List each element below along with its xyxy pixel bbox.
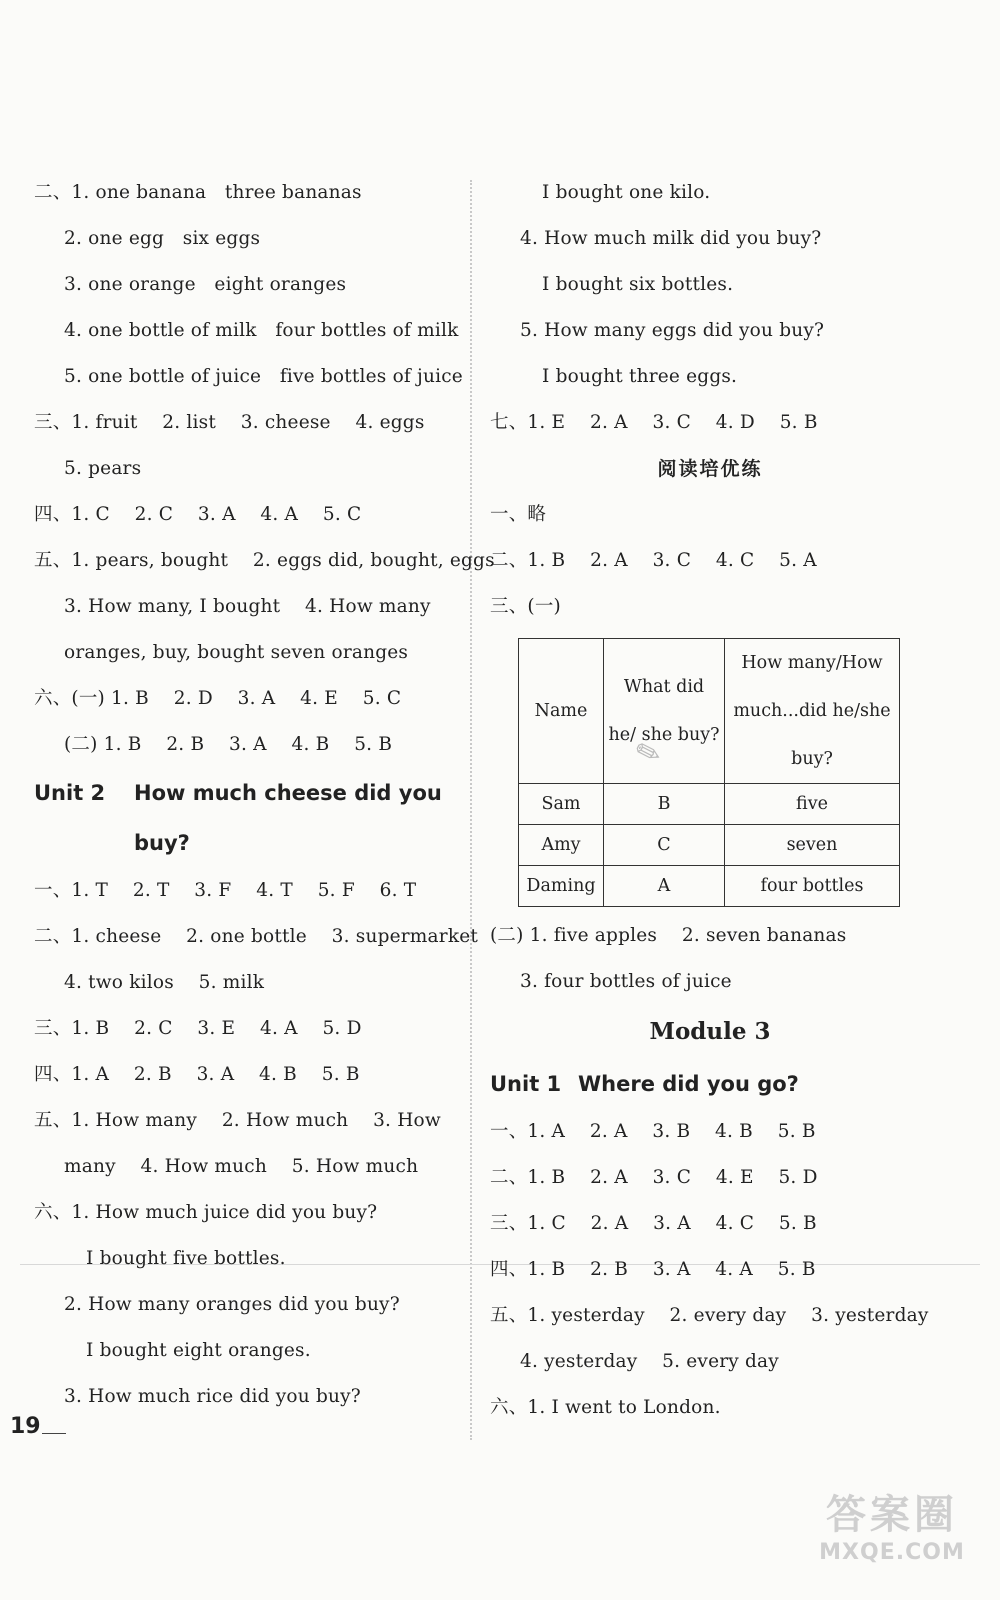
answer-line: 四、1. B 2. B 3. A 4. A 5. B xyxy=(490,1259,816,1280)
page-number-dash xyxy=(42,1433,66,1434)
answer-line: 六、1. I went to London. xyxy=(490,1397,721,1418)
page-number: 19 xyxy=(10,1414,41,1439)
answer-line: 4. one bottle of milk four bottles of milk xyxy=(64,320,459,341)
answer-line: 2. How many oranges did you buy? xyxy=(64,1294,400,1315)
answer-line: 2. one egg six eggs xyxy=(64,228,261,249)
answer-line: I bought five bottles. xyxy=(86,1248,286,1269)
right-column xyxy=(490,170,930,1431)
answer-line: (二) 1. B 2. B 3. A 4. B 5. B xyxy=(64,734,393,755)
table-cell-how: four bottles xyxy=(725,866,900,907)
unit-title-continued: buy? xyxy=(134,831,190,855)
answer-line: 七、1. E 2. A 3. C 4. D 5. B xyxy=(490,412,818,433)
table-cell-name: Daming xyxy=(519,866,604,907)
answer-line: 3. How much rice did you buy? xyxy=(64,1386,361,1407)
table-header-how: How many/How much...did he/she buy? xyxy=(725,639,900,784)
answer-line: 5. one bottle of juice five bottles of juice xyxy=(64,366,463,387)
table-cell-what: A xyxy=(604,866,725,907)
answer-line: 三、1. C 2. A 3. A 4. C 5. B xyxy=(490,1213,817,1234)
unit-title: How much cheese did you xyxy=(134,781,442,805)
answer-line: 二、1. cheese 2. one bottle 3. supermarket xyxy=(34,926,479,947)
table-cell-how: seven xyxy=(725,825,900,866)
unit-heading xyxy=(34,768,454,818)
unit-label: Unit 1 xyxy=(490,1072,562,1096)
answer-line: 二、1. B 2. A 3. C 4. E 5. D xyxy=(490,1167,818,1188)
answer-line: 一、1. T 2. T 3. F 4. T 5. F 6. T xyxy=(34,880,417,901)
watermark-domain: MXQE.COM xyxy=(819,1540,965,1565)
answer-line: 3. one orange eight oranges xyxy=(64,274,347,295)
answer-line: 三、1. fruit 2. list 3. cheese 4. eggs xyxy=(34,412,425,433)
unit-label: Unit 2 xyxy=(34,781,106,805)
table-header-name: Name xyxy=(519,639,604,784)
answer-line: 3. four bottles of juice xyxy=(520,971,732,992)
answer-line: I bought one kilo. xyxy=(542,182,711,203)
answer-line: 五、1. How many 2. How much 3. How xyxy=(34,1110,441,1131)
answer-line: 一、略 xyxy=(490,504,547,525)
answer-line: 六、(一) 1. B 2. D 3. A 4. E 5. C xyxy=(34,688,402,709)
answer-line: I bought six bottles. xyxy=(542,274,734,295)
table-cell-what: B xyxy=(604,784,725,825)
answer-line: 4. two kilos 5. milk xyxy=(64,972,265,993)
module-title: Module 3 xyxy=(649,1018,771,1045)
unit-heading xyxy=(490,1059,930,1109)
answer-table xyxy=(518,638,900,907)
table-cell-what: C xyxy=(604,825,725,866)
answer-line: 5. How many eggs did you buy? xyxy=(520,320,825,341)
answer-line: 4. yesterday 5. every day xyxy=(520,1351,779,1372)
table-row xyxy=(519,825,900,866)
answer-line: (二) 1. five apples 2. seven bananas xyxy=(490,925,847,946)
answer-line: 二、1. B 2. A 3. C 4. C 5. A xyxy=(490,550,817,571)
column-divider xyxy=(470,180,472,1440)
table-cell-name: Sam xyxy=(519,784,604,825)
answer-line: I bought three eggs. xyxy=(542,366,738,387)
answer-line: 三、1. B 2. C 3. E 4. A 5. D xyxy=(34,1018,362,1039)
answer-line: 三、(一) xyxy=(490,596,561,617)
answer-line: many 4. How much 5. How much xyxy=(64,1156,419,1177)
table-header-row xyxy=(519,639,900,784)
section-title: 阅读培优练 xyxy=(657,458,763,480)
table-row xyxy=(519,866,900,907)
watermark-text: 答案圈 xyxy=(826,1492,958,1538)
answer-line: 五、1. yesterday 2. every day 3. yesterday xyxy=(490,1305,929,1326)
answer-line: oranges, buy, bought seven oranges xyxy=(64,642,409,663)
table-cell-how: five xyxy=(725,784,900,825)
answer-line: I bought eight oranges. xyxy=(86,1340,311,1361)
answer-line: 四、1. C 2. C 3. A 4. A 5. C xyxy=(34,504,362,525)
answer-line: 一、1. A 2. A 3. B 4. B 5. B xyxy=(490,1121,816,1142)
table-row xyxy=(519,784,900,825)
answer-line: 3. How many, I bought 4. How many xyxy=(64,596,431,617)
answer-line: 六、1. How much juice did you buy? xyxy=(34,1202,378,1223)
watermark-logo xyxy=(812,1490,972,1580)
scribble-mark-icon: ✎ xyxy=(631,733,666,775)
table-cell-name: Amy xyxy=(519,825,604,866)
left-column xyxy=(34,170,495,1420)
unit-title: Where did you go? xyxy=(578,1072,799,1096)
answer-line: 二、1. one banana three bananas xyxy=(34,182,362,203)
answer-line: 4. How much milk did you buy? xyxy=(520,228,822,249)
table-header-what: What did he/ she buy? xyxy=(604,639,725,784)
answer-line: 四、1. A 2. B 3. A 4. B 5. B xyxy=(34,1064,360,1085)
answer-line: 五、1. pears, bought 2. eggs did, bought, eggs xyxy=(34,550,495,571)
answer-line: 5. pears xyxy=(64,458,142,479)
